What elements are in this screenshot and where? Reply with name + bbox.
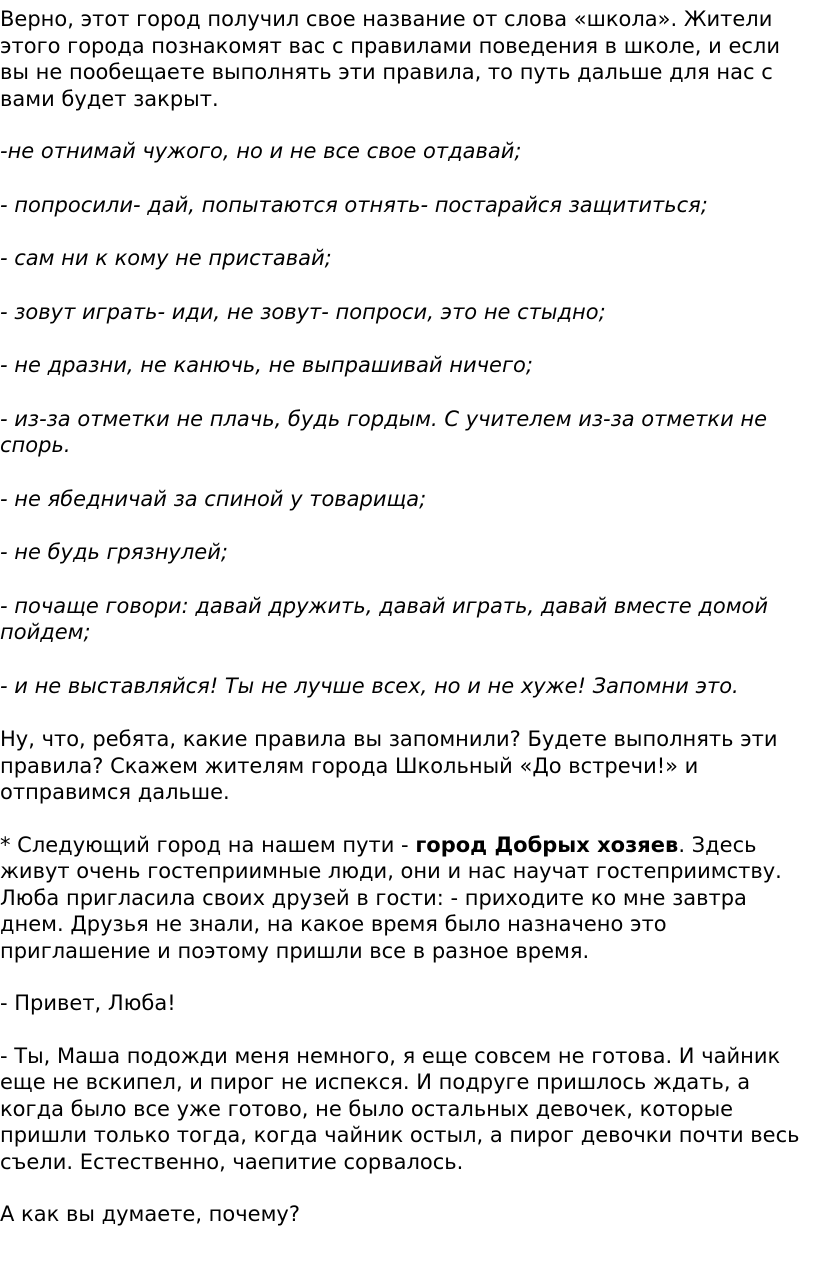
next-city-suffix: . Здесь живут очень гостеприимные люди, они и нас научат гостеприимству. Люба пригласила своих друзей в гости: - приходите ко мне завтра днем. Друзья не знали, на какое время было назначено это приглашение и поэтому пришли все в разное время. <box>0 832 782 963</box>
rule-item: - почаще говори: давай дружить, давай играть, давай вместе домой пойдем; <box>0 593 769 644</box>
next-city-prefix: * Следующий город на нашем пути - <box>0 832 416 857</box>
rule-item: - не будь грязнулей; <box>0 540 228 564</box>
rule-item: - сам ни к кому не приставай; <box>0 246 332 270</box>
greeting-line: - Привет, Люба! <box>0 991 176 1015</box>
final-question: А как вы думаете, почему? <box>0 1202 300 1226</box>
question-paragraph: Ну, что, ребята, какие правила вы запомнили? Будете выполнять эти правила? Скажем жителям города Школьный «До встречи!» и отправимся дальше. <box>0 727 778 804</box>
next-city-paragraph <box>0 832 816 965</box>
rule-item: - зовут играть- иди, не зовут- попроси, это не стыдно; <box>0 299 606 324</box>
rule-item: -не отнимай чужого, но и не все свое отдавай; <box>0 139 522 163</box>
rule-item: - не ябедничай за спиной у товарища; <box>0 486 427 511</box>
intro-paragraph: Верно, этот город получил свое название от слова «школа». Жители этого города познакомят вас с правилами поведения в школе, и если вы не пообещаете выполнять эти правила, то путь дальше для нас с вами будет закрыт. <box>0 7 780 111</box>
next-city-name: город Добрых хозяев <box>415 832 679 857</box>
rule-item: - попросили- дай, попытаются отнять- постарайся защититься; <box>0 192 708 217</box>
story-paragraph: - Ты, Маша подожди меня немного, я еще совсем не готова. И чайник еще не вскипел, и пирог не испекся. И подруге пришлось ждать, а когда было все уже готово, не было остальных девочек, которые пришли только тогда, когда чайник остыл, а пирог девочки почти весь съели. Естественно, чаепитие сорвалось. <box>0 1043 800 1174</box>
rule-item: - не дразни, не канючь, не выпрашивай ничего; <box>0 353 533 377</box>
rule-item: - и не выставляйся! Ты не лучше всех, но и не хуже! Запомни это. <box>0 673 739 698</box>
rule-item: - из-за отметки не плачь, будь гордым. С учителем из-за отметки не спорь. <box>0 406 768 457</box>
